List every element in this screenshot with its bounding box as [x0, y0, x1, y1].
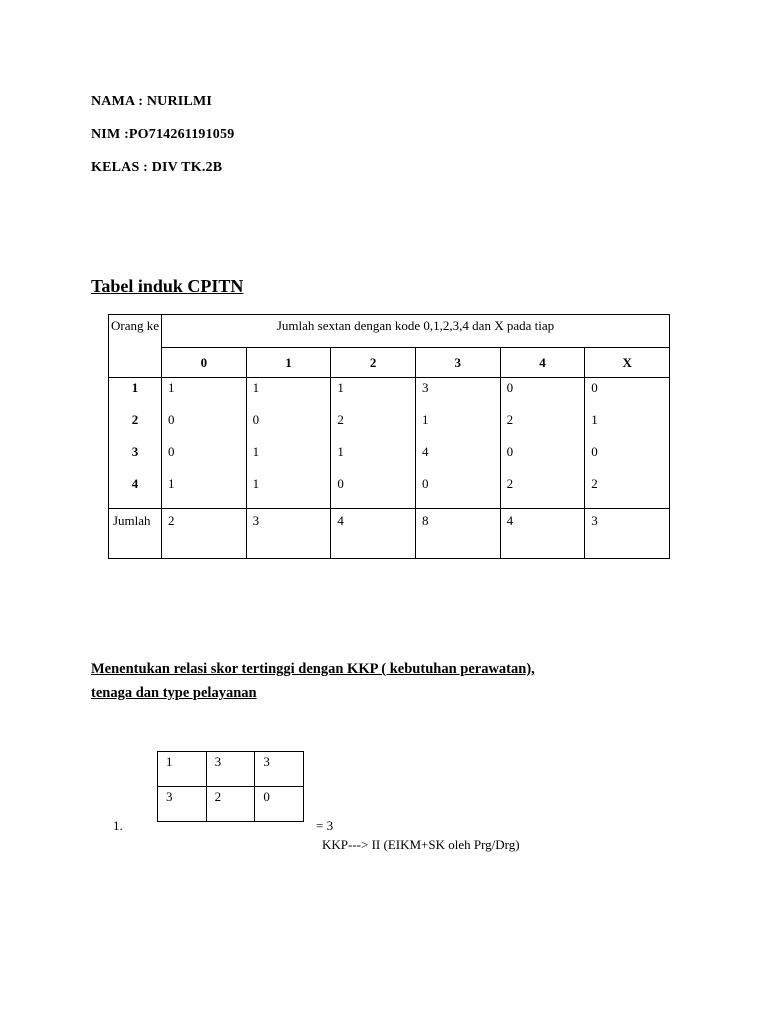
- value-cell: 1: [591, 412, 598, 427]
- orang-cell: 4: [131, 476, 139, 491]
- orang-header: Orang ke: [109, 315, 162, 378]
- value-cell: 2: [506, 476, 514, 491]
- code-column-4: [500, 378, 585, 509]
- jumlah-header: Jumlah sextan dengan kode 0,1,2,3,4 dan X pada tiap: [162, 315, 670, 348]
- table-title: Tabel induk CPITN: [91, 276, 244, 296]
- kkp-result: KKP---> II (EIKM+SK oleh Prg/Drg): [322, 837, 520, 852]
- value-cell: 0: [506, 380, 514, 395]
- value-cell: 0: [337, 476, 344, 491]
- orang-cell: 3: [131, 444, 139, 459]
- total-cell: 3: [246, 509, 331, 559]
- code-column-2: [331, 378, 416, 509]
- student-name: NAMA : NURILMI: [91, 94, 213, 109]
- code-header: 0: [162, 348, 247, 378]
- value-cell: 1: [421, 412, 429, 427]
- code-column-x: [585, 378, 670, 509]
- total-cell: 4: [331, 509, 416, 559]
- value-cell: 2: [337, 412, 344, 427]
- orang-column: [109, 378, 162, 509]
- total-label: Jumlah: [109, 509, 162, 559]
- value-cell: 0: [591, 380, 598, 395]
- total-cell: 3: [585, 509, 670, 559]
- value-cell: 0: [252, 412, 260, 427]
- value-cell: 1: [337, 444, 344, 459]
- result-value: = 3: [316, 818, 334, 833]
- value-cell: 1: [252, 380, 260, 395]
- value-cell: 1: [168, 380, 175, 395]
- code-column-0: [162, 378, 247, 509]
- code-header: 4: [500, 348, 585, 378]
- score-cell: 3: [158, 787, 207, 822]
- value-cell: 1: [252, 476, 260, 491]
- value-cell: 4: [421, 444, 429, 459]
- value-cell: 1: [337, 380, 344, 395]
- score-cell: 0: [255, 787, 304, 822]
- code-column-3: [415, 378, 500, 509]
- value-cell: 0: [506, 444, 514, 459]
- total-cell: 4: [500, 509, 585, 559]
- value-cell: 0: [168, 412, 175, 427]
- value-cell: 0: [591, 444, 598, 459]
- code-header: 2: [331, 348, 416, 378]
- orang-cell: 2: [131, 412, 139, 427]
- score-cell: 3: [206, 752, 255, 787]
- value-cell: 1: [168, 476, 175, 491]
- section-title-line1: Menentukan relasi skor tertinggi dengan KKP ( kebutuhan perawatan),: [91, 661, 535, 677]
- student-class: KELAS : DIV TK.2B: [91, 160, 223, 175]
- value-cell: 0: [168, 444, 175, 459]
- item-number: 1.: [113, 818, 123, 833]
- score-cell: 3: [255, 752, 304, 787]
- orang-cell: 1: [131, 380, 139, 395]
- code-column-1: [246, 378, 331, 509]
- value-cell: 3: [421, 380, 429, 395]
- student-nim: NIM :PO714261191059: [91, 127, 235, 142]
- score-cell: 1: [158, 752, 207, 787]
- score-cell: 2: [206, 787, 255, 822]
- code-header: 1: [246, 348, 331, 378]
- value-cell: 2: [506, 412, 514, 427]
- value-cell: 0: [421, 476, 429, 491]
- value-cell: 2: [591, 476, 598, 491]
- sextant-score-table: [157, 751, 304, 822]
- section-title-line2: tenaga dan type pelayanan: [91, 685, 257, 701]
- cpitn-table: [108, 314, 670, 559]
- total-cell: 2: [162, 509, 247, 559]
- value-cell: 1: [252, 444, 260, 459]
- total-cell: 8: [415, 509, 500, 559]
- code-header: 3: [415, 348, 500, 378]
- code-header: X: [585, 348, 670, 378]
